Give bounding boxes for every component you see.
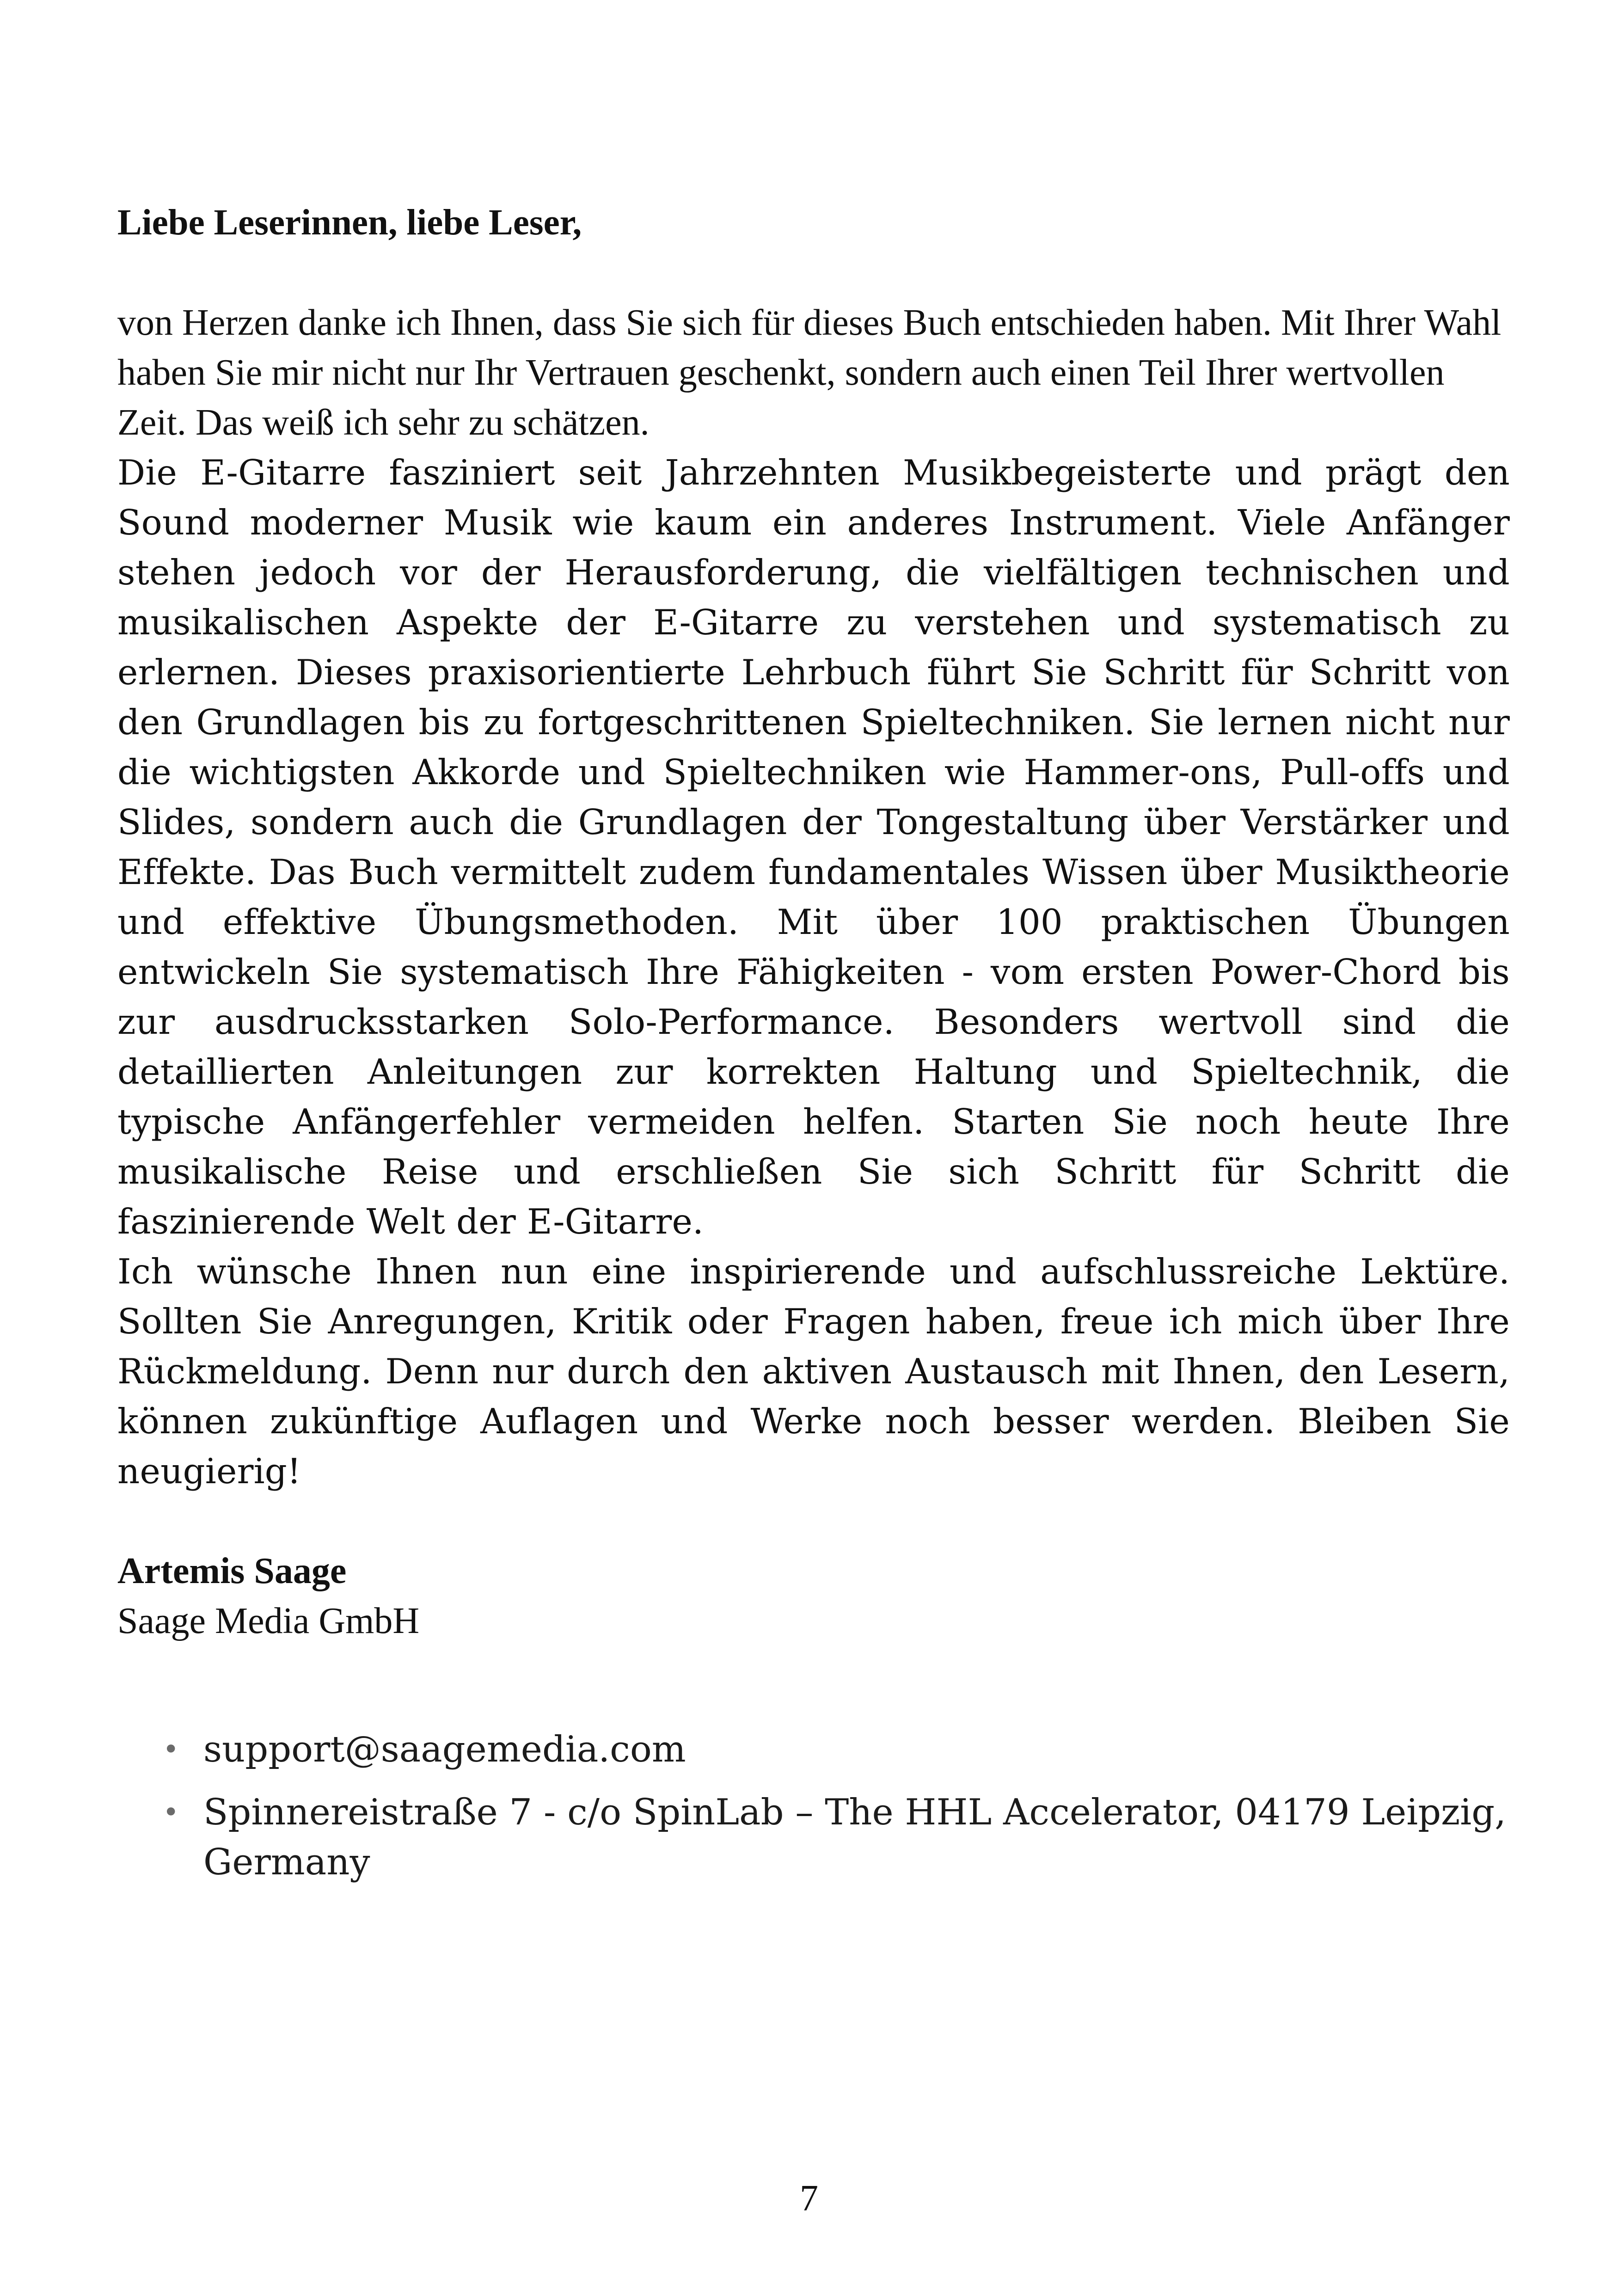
paragraph-closing: Ich wünsche Ihnen nun eine inspirierende und aufschlussreiche Lektüre. Sollten Sie Anregungen, Kritik oder Fragen haben, freue ich mich über Ihre Rückmeldung. Denn nur durch den aktiven Austausch mit Ihnen, den Lesern, können zukünftige Auflagen und Werke noch besser werden. Bleiben Sie neugierig! <box>117 1251 1510 1492</box>
contact-email: support@saagemedia.com <box>203 1729 686 1770</box>
contact-address: Spinnereistraße 7 - c/o SpinLab – The HHL Accelerator, 04179 Leipzig, Germany <box>203 1792 1506 1883</box>
salutation: Liebe Leserinnen, liebe Leser, <box>117 203 582 243</box>
contact-list <box>117 1725 1544 1887</box>
signature-block <box>117 1546 1510 1646</box>
bullet-icon: • <box>163 1733 179 1766</box>
contact-email-item <box>163 1725 1544 1774</box>
letter-content <box>117 198 1510 1900</box>
page-number: 7 <box>800 2178 818 2219</box>
paragraph-book-description: Die E-Gitarre fasziniert seit Jahrzehnten Musikbegeisterte und prägt den Sound moderner Musik wie kaum ein anderes Instrument. Viele Anfänger stehen jedoch vor der Herausforderung, die vielfältigen technischen und musikalischen Aspekte der E-Gitarre zu verstehen und systematisch zu erlernen. Dieses praxisorientierte Lehrbuch führt Sie Schritt für Schritt von den Grundlagen bis zu fortgeschrittenen Spieltechniken. Sie lernen nicht nur die wichtigsten Akkorde und Spieltechniken wie Hammer-ons, Pull-offs und Slides, sondern auch die Grundlagen der Tongestaltung über Verstärker und Effekte. Das Buch vermittelt zudem fundamentales Wissen über Musiktheorie und effektive Übungsmethoden. Mit über 100 praktischen Übungen entwickeln Sie systematisch Ihre Fähigkeiten - vom ersten Power-Chord bis zur ausdrucksstarken Solo-Performance. Besonders wertvoll sind die detaillierten Anleitungen zur korrekten Haltung und Spieltechnik, die typische Anfängerfehler vermeiden helfen. Starten Sie noch heute Ihre musikalische Reise und erschließen Sie sich Schritt für Schritt die faszinierende Welt der E-Gitarre. <box>117 452 1510 1242</box>
author-name: Artemis Saage <box>117 1551 347 1591</box>
paragraph-thanks: von Herzen danke ich Ihnen, dass Sie sich für dieses Buch entschieden haben. Mit Ihrer Wahl haben Sie mir nicht nur Ihr Vertrauen geschenkt, sondern auch einen Teil Ihrer wertvollen Zeit. Das weiß ich sehr zu schätzen. <box>117 302 1502 443</box>
contact-address-item <box>163 1787 1544 1887</box>
bullet-icon: • <box>163 1796 179 1829</box>
company-name: Saage Media GmbH <box>117 1601 420 1641</box>
